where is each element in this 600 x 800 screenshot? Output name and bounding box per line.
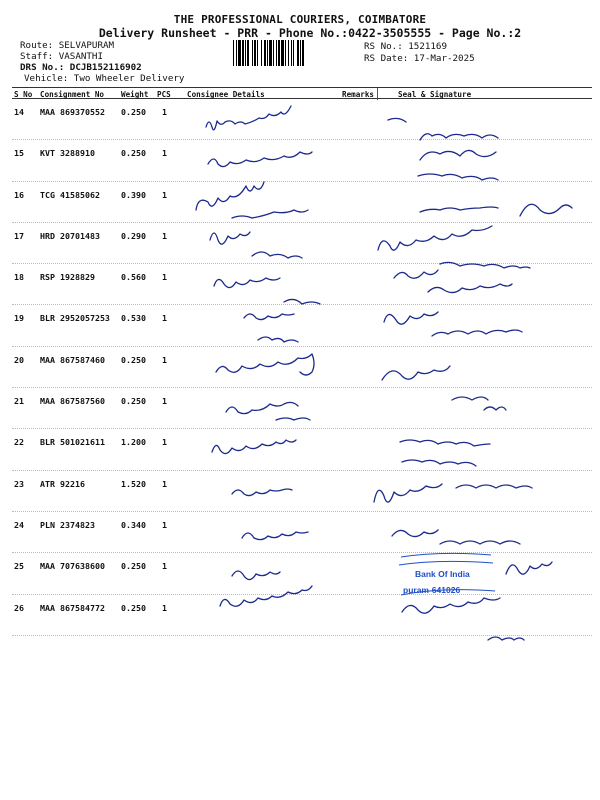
stamp-branch: puram-641026 xyxy=(403,585,461,595)
table-row xyxy=(12,388,592,429)
cell-sno: 22 xyxy=(14,437,24,448)
barcode-bar xyxy=(297,40,299,66)
table-row xyxy=(12,305,592,346)
table-row xyxy=(12,595,592,636)
company-title: THE PROFESSIONAL COURIERS, COIMBATORE xyxy=(173,13,427,26)
cell-consignment: MAA 867584772 xyxy=(40,602,105,613)
staff-label: Staff: VASANTHI xyxy=(20,51,103,62)
stamp-graphic xyxy=(395,551,500,603)
col-weight: Weight xyxy=(121,89,149,99)
cell-consignment: BLR 2952057253 xyxy=(40,313,110,324)
barcode-bar xyxy=(291,40,292,66)
barcode-bar xyxy=(247,40,249,66)
rs-number: RS No.: 1521169 xyxy=(364,41,447,52)
cell-sno: 15 xyxy=(14,148,24,159)
cell-pcs: 1 xyxy=(162,107,167,117)
col-consignment: Consignment No xyxy=(40,89,105,99)
cell-weight: 0.290 xyxy=(121,230,146,241)
cell-weight: 0.340 xyxy=(121,519,146,530)
col-signature: Seal & Signature xyxy=(398,89,472,99)
table-row xyxy=(12,182,592,223)
cell-weight: 0.250 xyxy=(121,107,146,117)
barcode-bar xyxy=(245,40,246,66)
cell-pcs: 1 xyxy=(162,148,167,159)
table-row xyxy=(12,429,592,470)
barcode-bar xyxy=(257,40,258,66)
cell-pcs: 1 xyxy=(162,230,167,241)
barcode-bar xyxy=(252,40,253,66)
barcode-bar xyxy=(302,40,304,66)
cell-consignment: TCG 41585062 xyxy=(40,189,100,200)
bank-stamp xyxy=(395,551,500,603)
route-label: Route: SELVAPURAM xyxy=(20,40,115,51)
cell-sno: 20 xyxy=(14,354,24,365)
table-row xyxy=(12,99,592,140)
cell-pcs: 1 xyxy=(162,478,167,489)
cell-pcs: 1 xyxy=(162,602,167,613)
col-consignee: Consignee Details xyxy=(187,89,265,99)
cell-weight: 0.250 xyxy=(121,602,146,613)
cell-pcs: 1 xyxy=(162,396,167,407)
table-row xyxy=(12,264,592,305)
cell-consignment: HRD 20701483 xyxy=(40,230,100,241)
cell-sno: 16 xyxy=(14,189,24,200)
barcode-bar xyxy=(273,40,274,66)
cell-pcs: 1 xyxy=(162,189,167,200)
barcode-bar xyxy=(276,40,277,66)
cell-consignment: KVT 3288910 xyxy=(40,148,95,159)
drs-number: DRS No.: DCJB152116902 xyxy=(20,62,142,73)
cell-sno: 25 xyxy=(14,561,24,572)
cell-consignment: MAA 867587460 xyxy=(40,354,105,365)
table-row xyxy=(12,140,592,181)
cell-pcs: 1 xyxy=(162,519,167,530)
stamp-bank-name: Bank Of India xyxy=(415,569,470,579)
vehicle-label: Vehicle: Two Wheeler Delivery xyxy=(24,73,185,84)
cell-consignment: ATR 92216 xyxy=(40,478,85,489)
barcode-bar xyxy=(242,40,244,66)
table-row xyxy=(12,223,592,264)
table-body xyxy=(12,99,592,636)
barcode-bar xyxy=(267,40,268,66)
col-pcs: PCS xyxy=(157,89,171,99)
cell-weight: 1.520 xyxy=(121,478,146,489)
barcode-bar xyxy=(285,40,286,66)
cell-consignment: BLR 501021611 xyxy=(40,437,105,448)
cell-sno: 26 xyxy=(14,602,24,613)
cell-sno: 23 xyxy=(14,478,24,489)
barcode-bar xyxy=(278,40,280,66)
cell-weight: 1.200 xyxy=(121,437,146,448)
cell-weight: 0.250 xyxy=(121,354,146,365)
cell-pcs: 1 xyxy=(162,272,167,283)
table-row xyxy=(12,347,592,388)
col-sno: S No xyxy=(14,89,33,99)
cell-weight: 0.250 xyxy=(121,396,146,407)
runsheet-subtitle: Delivery Runsheet - PRR - Phone No.:0422-3505555 - Page No.:2 xyxy=(98,26,522,40)
cell-consignment: MAA 707638600 xyxy=(40,561,105,572)
barcode-bar xyxy=(288,40,289,66)
cell-consignment: RSP 1928829 xyxy=(40,272,95,283)
cell-weight: 0.530 xyxy=(121,313,146,324)
table-row xyxy=(12,512,592,553)
table-row xyxy=(12,553,592,594)
barcode-bar xyxy=(233,40,234,66)
cell-pcs: 1 xyxy=(162,561,167,572)
barcode-bar xyxy=(300,40,301,66)
cell-consignment: PLN 2374823 xyxy=(40,519,95,530)
rs-date: RS Date: 17-Mar-2025 xyxy=(364,53,475,64)
runsheet-table xyxy=(12,87,592,636)
barcode-bar xyxy=(281,40,284,66)
cell-sno: 18 xyxy=(14,272,24,283)
barcode-bar xyxy=(236,40,237,66)
cell-consignment: MAA 869370552 xyxy=(40,107,105,117)
cell-sno: 17 xyxy=(14,230,24,241)
barcode-bar xyxy=(261,40,262,66)
cell-pcs: 1 xyxy=(162,354,167,365)
cell-sno: 14 xyxy=(14,107,24,117)
cell-consignment: MAA 867587560 xyxy=(40,396,105,407)
cell-weight: 0.560 xyxy=(121,272,146,283)
table-row xyxy=(12,471,592,512)
barcode-bar xyxy=(293,40,294,66)
cell-sno: 21 xyxy=(14,396,24,407)
cell-sno: 24 xyxy=(14,519,24,530)
cell-sno: 19 xyxy=(14,313,24,324)
cell-pcs: 1 xyxy=(162,437,167,448)
barcode xyxy=(232,40,357,66)
barcode-bar xyxy=(254,40,256,66)
cell-pcs: 1 xyxy=(162,313,167,324)
barcode-bar xyxy=(264,40,266,66)
cell-weight: 0.390 xyxy=(121,189,146,200)
barcode-bar xyxy=(269,40,272,66)
col-remarks: Remarks xyxy=(342,89,375,99)
cell-weight: 0.250 xyxy=(121,148,146,159)
table-header xyxy=(12,87,592,99)
barcode-bar xyxy=(238,40,241,66)
cell-weight: 0.250 xyxy=(121,561,146,572)
